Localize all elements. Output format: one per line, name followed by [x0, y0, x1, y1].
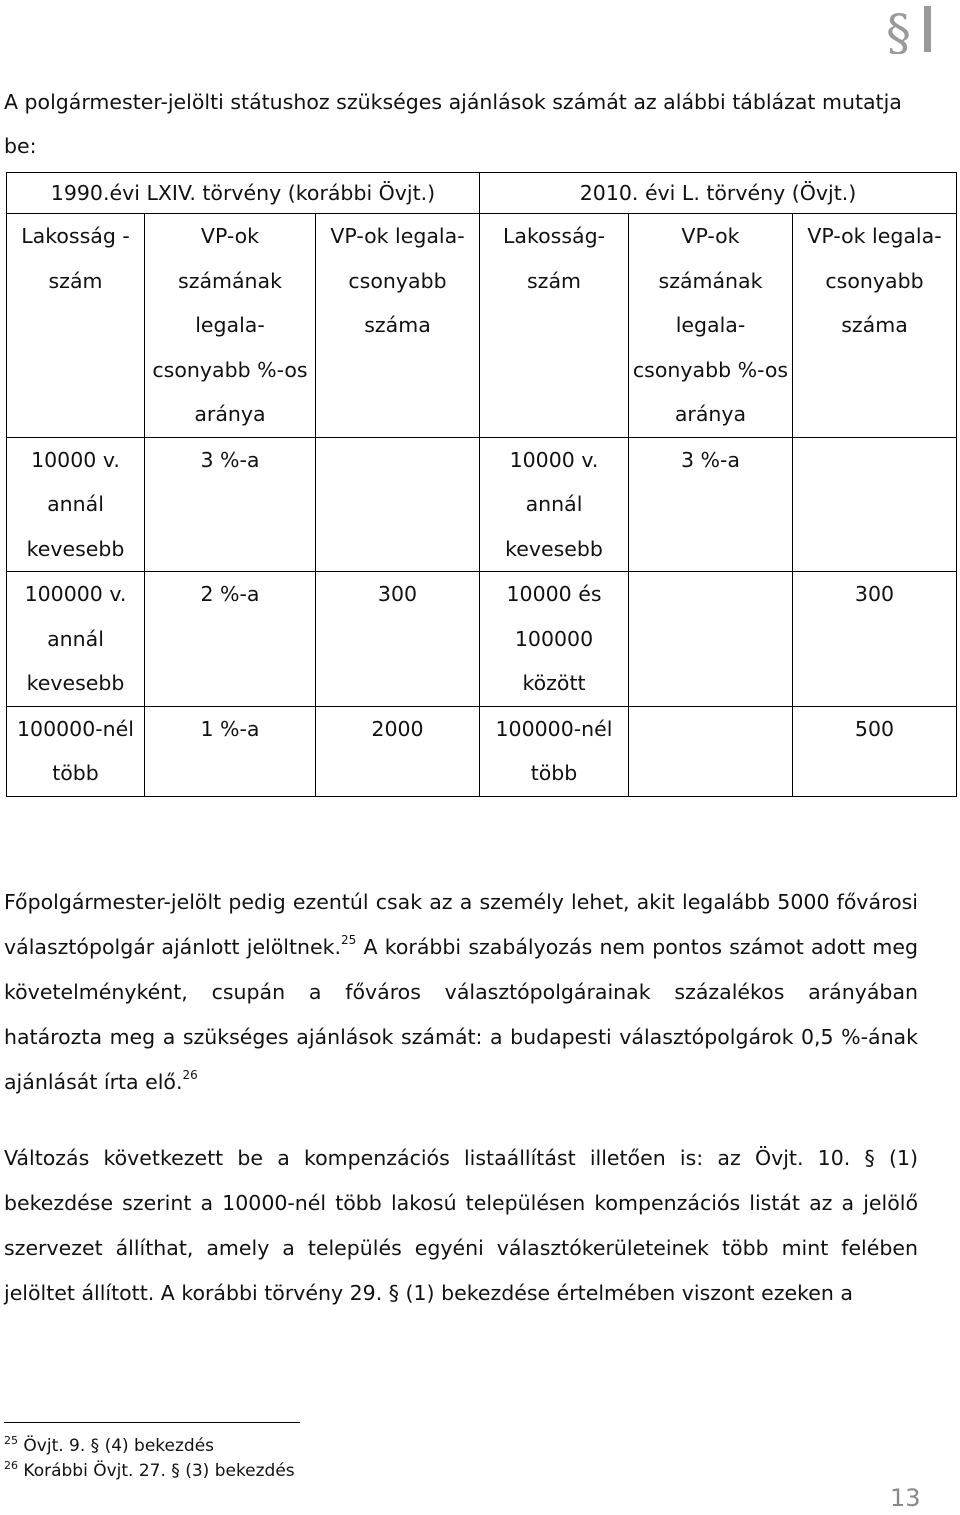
table-cell: 1 %-a [145, 706, 316, 796]
table-cell: 300 [793, 572, 957, 707]
footnotes [4, 1434, 295, 1484]
group-header-old-law: 1990.évi LXIV. törvény (korábbi Övjt.) [7, 173, 480, 214]
footnote-text: Övjt. 9. § (4) bekezdés [23, 1436, 215, 1456]
table-row [7, 437, 957, 572]
table-cell: 10000 v. annál kevesebb [480, 437, 629, 572]
header-cell: VP-ok számának legala-csonyabb %-os aránya [145, 214, 316, 438]
table-cell [629, 706, 793, 796]
header-cell: Lakosság-szám [480, 214, 629, 438]
header-cell: VP-ok legala-csonyabb száma [793, 214, 957, 438]
table-cell: 100000 v. annál kevesebb [7, 572, 145, 707]
table-cell: 100000-nél több [480, 706, 629, 796]
intro-paragraph: A polgármester-jelölti státushoz szükséges ajánlások számát az alábbi táblázat mutatja be: [4, 90, 902, 158]
table-cell: 10000 v. annál kevesebb [7, 437, 145, 572]
table-row [7, 706, 957, 796]
footnote-number: 25 [4, 1434, 18, 1447]
endorsement-table [6, 172, 957, 797]
table-row [7, 572, 957, 707]
body-paragraph-mayor [4, 880, 918, 1105]
footnote-ref[interactable]: 26 [182, 1068, 198, 1082]
footnote-ref[interactable]: 25 [341, 933, 357, 947]
body-paragraph-compensation: Változás következett be a kompenzációs listaállítást illetően is: az Övjt. 10. § (1) bekezdése szerint a 10000-nél több lakosú településen kompenzációs listát az a jelölő szervezet állíthat, amely a település egyéni választókerületeinek több mint felében jelöltet állított. A korábbi törvény 29. § (1) bekezdése értelmében viszont ezeken a [4, 1146, 918, 1305]
table-cell: 500 [793, 706, 957, 796]
svg-text:§: § [886, 4, 911, 54]
header-cell: Lakosság -szám [7, 214, 145, 438]
table-cell [316, 437, 480, 572]
header-cell: VP-ok számának legala-csonyabb %-os aránya [629, 214, 793, 438]
table-cell: 2 %-a [145, 572, 316, 707]
footnote-text: Korábbi Övjt. 27. § (3) bekezdés [23, 1461, 295, 1481]
table-cell: 100000-nél több [7, 706, 145, 796]
table-cell: 10000 és 100000 között [480, 572, 629, 707]
footnote-number: 26 [4, 1459, 18, 1472]
section-sign-logo-icon [882, 2, 952, 54]
table-cell: 3 %-a [145, 437, 316, 572]
group-header-new-law: 2010. évi L. törvény (Övjt.) [480, 173, 957, 214]
table-cell: 300 [316, 572, 480, 707]
footnote [4, 1459, 295, 1484]
header-cell: VP-ok legala-csonyabb száma [316, 214, 480, 438]
table-cell [629, 572, 793, 707]
footnote-divider [4, 1422, 300, 1423]
paragraph-text: Főpolgármester-jelölt pedig ezentúl csak az a személy lehet, akit legalább 5000 fővárosi választópolgár ajánlott jelöltnek. [4, 890, 918, 959]
paragraph-text: A korábbi szabályozás nem pontos számot adott meg követelményként, csupán a főváros választópolgárainak százalékos arányában határozta meg a szükséges ajánlások számát: a budapesti választópolgárok 0,5 %-ának ajánlását írta elő. [4, 935, 918, 1094]
table-header-row [7, 214, 957, 438]
footnote [4, 1434, 295, 1459]
page-number: 13 [890, 1484, 921, 1512]
table-cell: 2000 [316, 706, 480, 796]
table-cell: 3 %-a [629, 437, 793, 572]
table-cell [793, 437, 957, 572]
table-group-header-row [7, 173, 957, 214]
